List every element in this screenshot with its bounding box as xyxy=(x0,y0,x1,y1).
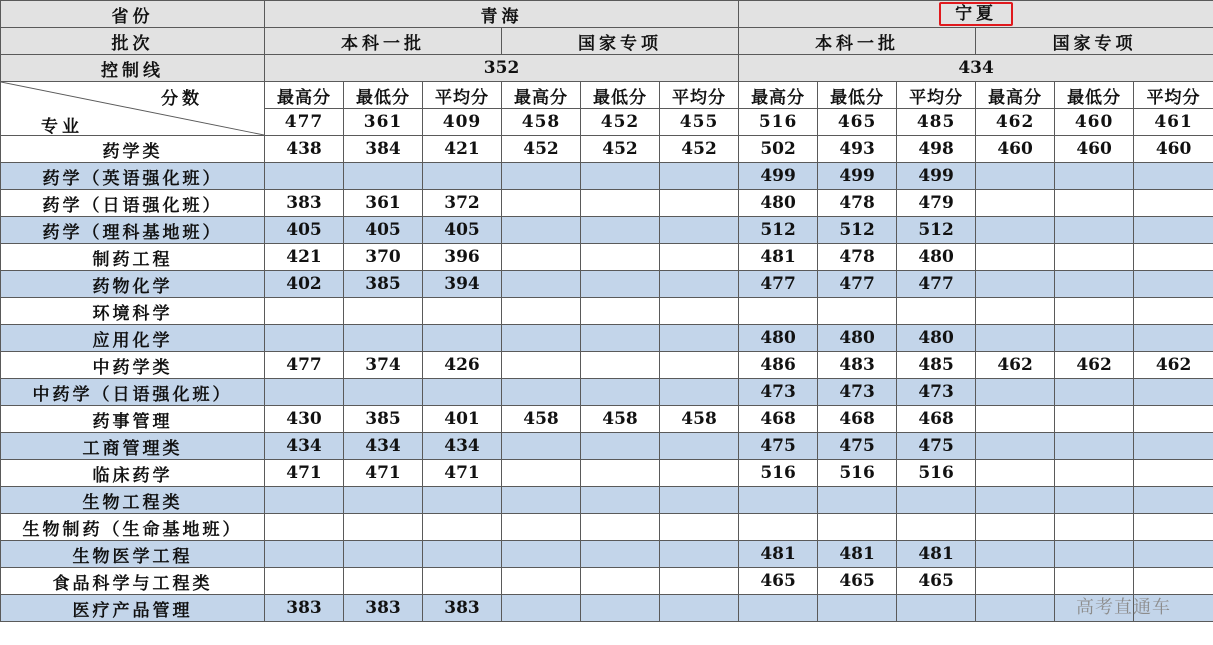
score-cell: 477 xyxy=(739,271,818,298)
score-cell: 385 xyxy=(344,406,423,433)
major-name: 药学（英语强化班） xyxy=(1,163,265,190)
batch-header-row xyxy=(1,28,1213,55)
score-cell: 499 xyxy=(739,163,818,190)
score-cell xyxy=(1055,298,1134,325)
stat-label-row xyxy=(1,82,1213,109)
score-cell: 385 xyxy=(344,271,423,298)
score-cell xyxy=(581,271,660,298)
stat-label: 最低分 xyxy=(581,82,660,109)
score-cell xyxy=(581,595,660,622)
score-cell: 481 xyxy=(739,244,818,271)
major-name: 生物医学工程 xyxy=(1,541,265,568)
score-cell: 394 xyxy=(423,271,502,298)
score-cell: 475 xyxy=(818,433,897,460)
score-cell xyxy=(1134,298,1213,325)
table-row xyxy=(1,325,1213,352)
score-cell: 405 xyxy=(423,217,502,244)
score-cell xyxy=(581,217,660,244)
score-cell: 434 xyxy=(423,433,502,460)
score-cell xyxy=(265,487,344,514)
score-cell xyxy=(1055,325,1134,352)
table-row xyxy=(1,244,1213,271)
score-cell xyxy=(423,379,502,406)
score-cell xyxy=(502,541,581,568)
overall-score: 485 xyxy=(897,109,976,136)
score-cell: 383 xyxy=(423,595,502,622)
score-cell xyxy=(581,487,660,514)
overall-score: 462 xyxy=(976,109,1055,136)
score-cell xyxy=(581,190,660,217)
score-cell: 473 xyxy=(897,379,976,406)
table-row xyxy=(1,568,1213,595)
score-cell xyxy=(344,298,423,325)
score-cell: 498 xyxy=(897,136,976,163)
score-cell: 499 xyxy=(818,163,897,190)
score-cell: 480 xyxy=(818,325,897,352)
score-cell: 401 xyxy=(423,406,502,433)
score-cell xyxy=(1055,217,1134,244)
score-cell xyxy=(502,568,581,595)
score-cell xyxy=(423,298,502,325)
score-cell xyxy=(1055,244,1134,271)
score-cell xyxy=(344,487,423,514)
score-cell xyxy=(976,460,1055,487)
score-cell xyxy=(502,325,581,352)
score-cell xyxy=(660,298,739,325)
score-cell xyxy=(976,244,1055,271)
score-cell xyxy=(976,406,1055,433)
score-cell xyxy=(660,271,739,298)
score-cell: 516 xyxy=(739,460,818,487)
score-cell: 426 xyxy=(423,352,502,379)
score-cell: 458 xyxy=(660,406,739,433)
score-cell xyxy=(818,514,897,541)
score-cell: 468 xyxy=(897,406,976,433)
score-cell: 480 xyxy=(897,244,976,271)
score-cell xyxy=(739,298,818,325)
score-cell xyxy=(1055,379,1134,406)
score-cell: 483 xyxy=(818,352,897,379)
major-name: 中药学（日语强化班） xyxy=(1,379,265,406)
major-name: 药学（日语强化班） xyxy=(1,190,265,217)
score-cell: 421 xyxy=(423,136,502,163)
score-cell xyxy=(818,298,897,325)
score-cell xyxy=(660,352,739,379)
batch-qinghai-special: 国家专项 xyxy=(502,28,739,55)
score-cell xyxy=(502,352,581,379)
score-cell xyxy=(976,433,1055,460)
score-cell xyxy=(1134,487,1213,514)
score-cell xyxy=(423,487,502,514)
score-cell xyxy=(265,163,344,190)
score-cell xyxy=(581,163,660,190)
score-cell xyxy=(1134,190,1213,217)
score-cell: 473 xyxy=(739,379,818,406)
score-cell xyxy=(344,514,423,541)
score-cell xyxy=(502,514,581,541)
score-cell xyxy=(344,541,423,568)
score-cell xyxy=(660,379,739,406)
score-cell xyxy=(1055,568,1134,595)
overall-score: 458 xyxy=(502,109,581,136)
batch-ningxia-first: 本科一批 xyxy=(739,28,976,55)
score-cell: 462 xyxy=(976,352,1055,379)
score-cell: 458 xyxy=(581,406,660,433)
province-qinghai: 青海 xyxy=(265,1,739,28)
score-cell xyxy=(581,244,660,271)
score-cell: 478 xyxy=(818,190,897,217)
stat-label: 平均分 xyxy=(1134,82,1213,109)
score-cell xyxy=(502,487,581,514)
score-cell xyxy=(1134,325,1213,352)
score-cell xyxy=(976,163,1055,190)
score-cell xyxy=(976,595,1055,622)
score-cell xyxy=(1134,406,1213,433)
score-cell: 372 xyxy=(423,190,502,217)
score-cell xyxy=(660,568,739,595)
score-cell xyxy=(1055,460,1134,487)
score-cell xyxy=(581,541,660,568)
batch-label: 批次 xyxy=(1,28,265,55)
score-cell xyxy=(1055,433,1134,460)
score-cell xyxy=(581,325,660,352)
score-cell: 460 xyxy=(976,136,1055,163)
score-cell xyxy=(502,217,581,244)
score-cell: 460 xyxy=(1055,136,1134,163)
major-name: 环境科学 xyxy=(1,298,265,325)
province-header-row xyxy=(1,1,1213,28)
score-cell xyxy=(344,163,423,190)
score-cell: 499 xyxy=(897,163,976,190)
score-cell xyxy=(660,514,739,541)
stat-label: 平均分 xyxy=(660,82,739,109)
score-cell: 460 xyxy=(1134,136,1213,163)
score-cell xyxy=(265,568,344,595)
table-row xyxy=(1,217,1213,244)
score-cell xyxy=(502,379,581,406)
score-cell: 477 xyxy=(818,271,897,298)
score-cell xyxy=(344,325,423,352)
score-cell xyxy=(502,163,581,190)
score-cell xyxy=(1134,271,1213,298)
score-cell xyxy=(660,244,739,271)
stat-label: 最低分 xyxy=(1055,82,1134,109)
overall-score: 461 xyxy=(1134,109,1213,136)
score-cell: 473 xyxy=(818,379,897,406)
score-cell xyxy=(1134,568,1213,595)
score-cell: 502 xyxy=(739,136,818,163)
score-cell xyxy=(1055,271,1134,298)
score-cell: 361 xyxy=(344,190,423,217)
score-cell xyxy=(976,325,1055,352)
score-cell: 477 xyxy=(265,352,344,379)
table-row xyxy=(1,271,1213,298)
major-name: 生物制药（生命基地班） xyxy=(1,514,265,541)
score-cell xyxy=(660,163,739,190)
score-cell xyxy=(1134,460,1213,487)
major-name: 临床药学 xyxy=(1,460,265,487)
overall-score: 361 xyxy=(344,109,423,136)
score-cell: 479 xyxy=(897,190,976,217)
score-cell: 465 xyxy=(739,568,818,595)
score-cell xyxy=(976,487,1055,514)
score-cell xyxy=(976,190,1055,217)
score-cell xyxy=(818,595,897,622)
score-cell: 512 xyxy=(897,217,976,244)
batch-ningxia-special: 国家专项 xyxy=(976,28,1213,55)
score-cell xyxy=(1134,541,1213,568)
score-cell: 434 xyxy=(344,433,423,460)
score-cell: 516 xyxy=(897,460,976,487)
score-cell xyxy=(581,379,660,406)
score-cell xyxy=(897,298,976,325)
score-cell: 475 xyxy=(897,433,976,460)
score-cell: 434 xyxy=(265,433,344,460)
stat-label: 平均分 xyxy=(897,82,976,109)
table-row xyxy=(1,379,1213,406)
score-cell xyxy=(739,487,818,514)
major-name: 制药工程 xyxy=(1,244,265,271)
score-cell xyxy=(660,541,739,568)
score-cell: 421 xyxy=(265,244,344,271)
overall-score: 455 xyxy=(660,109,739,136)
score-cell xyxy=(1055,406,1134,433)
score-cell xyxy=(502,595,581,622)
score-cell xyxy=(1055,487,1134,514)
score-cell xyxy=(502,190,581,217)
score-cell xyxy=(1134,217,1213,244)
stat-label: 平均分 xyxy=(423,82,502,109)
overall-score: 452 xyxy=(581,109,660,136)
table-row xyxy=(1,541,1213,568)
table-row xyxy=(1,514,1213,541)
score-cell: 471 xyxy=(423,460,502,487)
score-cell xyxy=(265,379,344,406)
score-cell xyxy=(976,568,1055,595)
score-cell: 471 xyxy=(344,460,423,487)
score-cell: 493 xyxy=(818,136,897,163)
major-name: 应用化学 xyxy=(1,325,265,352)
score-cell xyxy=(739,595,818,622)
score-cell: 480 xyxy=(739,190,818,217)
table-row xyxy=(1,298,1213,325)
score-cell xyxy=(344,379,423,406)
score-cell: 481 xyxy=(739,541,818,568)
score-cell xyxy=(976,298,1055,325)
score-cell xyxy=(660,325,739,352)
overall-score: 516 xyxy=(739,109,818,136)
score-cell: 430 xyxy=(265,406,344,433)
province-ningxia xyxy=(739,1,1213,28)
score-cell xyxy=(739,514,818,541)
stat-label: 最低分 xyxy=(344,82,423,109)
score-cell xyxy=(897,514,976,541)
score-cell: 462 xyxy=(1055,352,1134,379)
score-cell xyxy=(897,487,976,514)
score-cell: 452 xyxy=(660,136,739,163)
score-label: 分数 xyxy=(161,89,203,109)
score-cell xyxy=(976,271,1055,298)
table-row xyxy=(1,460,1213,487)
score-cell: 458 xyxy=(502,406,581,433)
score-cell xyxy=(660,487,739,514)
score-cell xyxy=(502,433,581,460)
score-cell xyxy=(423,163,502,190)
table-row xyxy=(1,595,1213,622)
major-name: 药事管理 xyxy=(1,406,265,433)
overall-score: 460 xyxy=(1055,109,1134,136)
major-name: 生物工程类 xyxy=(1,487,265,514)
control-line-label: 控制线 xyxy=(1,55,265,82)
score-cell xyxy=(897,595,976,622)
score-cell xyxy=(502,271,581,298)
score-cell xyxy=(976,217,1055,244)
major-name: 药物化学 xyxy=(1,271,265,298)
score-cell xyxy=(818,487,897,514)
overall-score: 409 xyxy=(423,109,502,136)
score-cell: 405 xyxy=(265,217,344,244)
score-cell: 485 xyxy=(897,352,976,379)
score-cell: 481 xyxy=(818,541,897,568)
score-cell: 384 xyxy=(344,136,423,163)
control-line-row xyxy=(1,55,1213,82)
score-cell xyxy=(265,325,344,352)
score-cell: 405 xyxy=(344,217,423,244)
score-cell xyxy=(265,514,344,541)
score-cell: 512 xyxy=(739,217,818,244)
score-cell xyxy=(423,325,502,352)
score-cell: 402 xyxy=(265,271,344,298)
table-row xyxy=(1,163,1213,190)
score-cell: 452 xyxy=(581,136,660,163)
score-cell: 452 xyxy=(502,136,581,163)
table-row xyxy=(1,487,1213,514)
score-cell xyxy=(581,460,660,487)
score-cell: 512 xyxy=(818,217,897,244)
major-name: 中药学类 xyxy=(1,352,265,379)
batch-qinghai-first: 本科一批 xyxy=(265,28,502,55)
watermark: 高考直通车 xyxy=(1076,597,1171,618)
major-name: 药学（理科基地班） xyxy=(1,217,265,244)
score-cell: 477 xyxy=(897,271,976,298)
score-cell: 516 xyxy=(818,460,897,487)
score-cell: 471 xyxy=(265,460,344,487)
province-label: 省份 xyxy=(1,1,265,28)
score-cell: 486 xyxy=(739,352,818,379)
score-cell xyxy=(660,433,739,460)
score-cell: 383 xyxy=(265,595,344,622)
diagonal-header-cell xyxy=(1,82,265,136)
score-cell xyxy=(1134,433,1213,460)
control-line-qinghai: 352 xyxy=(265,55,739,82)
score-cell xyxy=(502,298,581,325)
score-cell: 438 xyxy=(265,136,344,163)
major-name: 医疗产品管理 xyxy=(1,595,265,622)
score-cell: 383 xyxy=(344,595,423,622)
score-cell xyxy=(1134,379,1213,406)
score-cell xyxy=(581,568,660,595)
score-cell xyxy=(423,514,502,541)
score-cell xyxy=(581,352,660,379)
score-cell: 396 xyxy=(423,244,502,271)
overall-score: 465 xyxy=(818,109,897,136)
ningxia-highlight-box: 宁夏 xyxy=(939,2,1013,26)
score-cell xyxy=(976,379,1055,406)
stat-label: 最高分 xyxy=(265,82,344,109)
score-cell xyxy=(344,568,423,595)
table-row xyxy=(1,406,1213,433)
score-cell xyxy=(581,514,660,541)
score-cell: 478 xyxy=(818,244,897,271)
major-name: 药学类 xyxy=(1,136,265,163)
score-cell xyxy=(581,433,660,460)
score-cell xyxy=(423,541,502,568)
score-cell xyxy=(1134,163,1213,190)
table-row xyxy=(1,136,1213,163)
score-cell xyxy=(660,217,739,244)
score-cell: 468 xyxy=(739,406,818,433)
score-cell: 383 xyxy=(265,190,344,217)
score-cell xyxy=(265,541,344,568)
stat-label: 最高分 xyxy=(502,82,581,109)
score-cell: 475 xyxy=(739,433,818,460)
score-cell: 465 xyxy=(897,568,976,595)
score-cell xyxy=(660,595,739,622)
score-cell xyxy=(1134,514,1213,541)
score-cell xyxy=(502,460,581,487)
score-cell xyxy=(265,298,344,325)
score-cell xyxy=(976,541,1055,568)
score-cell: 480 xyxy=(897,325,976,352)
score-cell: 481 xyxy=(897,541,976,568)
score-cell xyxy=(660,190,739,217)
overall-score: 477 xyxy=(265,109,344,136)
score-cell xyxy=(976,514,1055,541)
score-cell: 462 xyxy=(1134,352,1213,379)
major-name: 工商管理类 xyxy=(1,433,265,460)
major-label: 专业 xyxy=(41,117,83,136)
stat-label: 最高分 xyxy=(739,82,818,109)
score-cell: 465 xyxy=(818,568,897,595)
score-cell xyxy=(1055,514,1134,541)
table-row xyxy=(1,190,1213,217)
score-cell: 370 xyxy=(344,244,423,271)
score-cell xyxy=(423,568,502,595)
table-row xyxy=(1,352,1213,379)
score-cell xyxy=(1134,244,1213,271)
score-cell: 374 xyxy=(344,352,423,379)
score-cell xyxy=(660,460,739,487)
major-name: 食品科学与工程类 xyxy=(1,568,265,595)
score-cell xyxy=(1055,163,1134,190)
score-cell xyxy=(1055,541,1134,568)
stat-label: 最高分 xyxy=(976,82,1055,109)
stat-label: 最低分 xyxy=(818,82,897,109)
table-row xyxy=(1,433,1213,460)
score-cell: 468 xyxy=(818,406,897,433)
control-line-ningxia: 434 xyxy=(739,55,1213,82)
score-cell xyxy=(502,244,581,271)
score-cell xyxy=(1055,190,1134,217)
score-cell xyxy=(581,298,660,325)
score-cell: 480 xyxy=(739,325,818,352)
